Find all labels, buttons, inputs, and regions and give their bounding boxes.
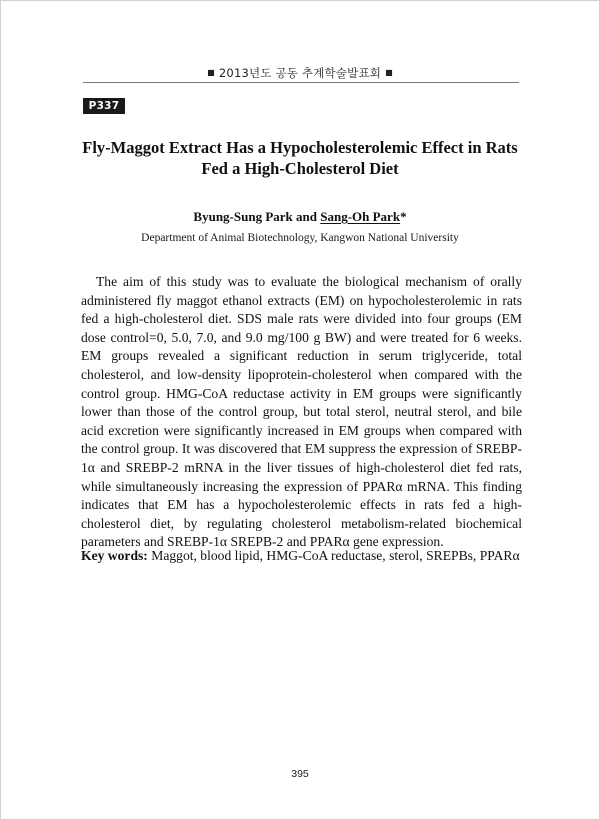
header-rule xyxy=(83,82,519,83)
affiliation: Department of Animal Biotechnology, Kangwon National University xyxy=(141,232,459,244)
author-corresponding: Sang-Oh Park xyxy=(320,209,401,224)
page-number: 395 xyxy=(291,768,309,780)
paper-title-line-1: Fly-Maggot Extract Has a Hypocholesterolemic Effect in Rats xyxy=(82,138,518,157)
paper-title-line-2: Fed a High-Cholesterol Diet xyxy=(201,159,399,178)
conference-title: 2013년도 공동 추계학술발표회 xyxy=(218,66,382,80)
header-square-left: ■ xyxy=(207,68,215,77)
authors xyxy=(1,209,599,225)
keywords-label: Key words: xyxy=(81,548,148,563)
keywords-text: Maggot, blood lipid, HMG-CoA reductase, sterol, SREPBs, PPARα xyxy=(147,548,520,563)
poster-id-badge: P337 xyxy=(83,98,125,114)
abstract-body: The aim of this study was to evaluate the biological mechanism of orally administered fly maggot ethanol extracts (EM) on hypocholesterolemic in rats fed a high-cholesterol diet. SDS male rats were divided into four groups (EM dose control=0, 5.0, 7.0, and 9.0 mg/100 g BW) and were treated for 6 weeks. EM groups revealed a significant reduction in serum triglyceride, total cholesterol, and low-density lipoprotein-cholesterol when compared with the control group. HMG-CoA reductase activity in EM groups were significantly lower than those of the control group, but total sterol, neutral sterol, and bile acid excretion were significantly increased in EM groups when compared with the control group. It was discovered that EM suppress the expression of SREBP-1α and SREBP-2 mRNA in the liver tissues of high-cholesterol diet fed rats, while simultaneously increasing the expression of PPARα mRNA. This finding indicates that EM has a hypocholesterolemic effects in rats fed a high-cholesterol diet, by regulating cholesterol metabolism-related biochemical parameters and SREBP-1α SREPB-2 and PPARα gene expression. xyxy=(81,274,522,550)
author-first: Byung-Sung Park xyxy=(193,209,293,224)
author-separator: and xyxy=(292,209,321,224)
paper-title xyxy=(71,137,529,179)
header-square-right: ■ xyxy=(385,68,393,77)
corresponding-mark: * xyxy=(400,209,407,224)
running-header xyxy=(1,65,599,81)
keywords xyxy=(81,547,522,565)
